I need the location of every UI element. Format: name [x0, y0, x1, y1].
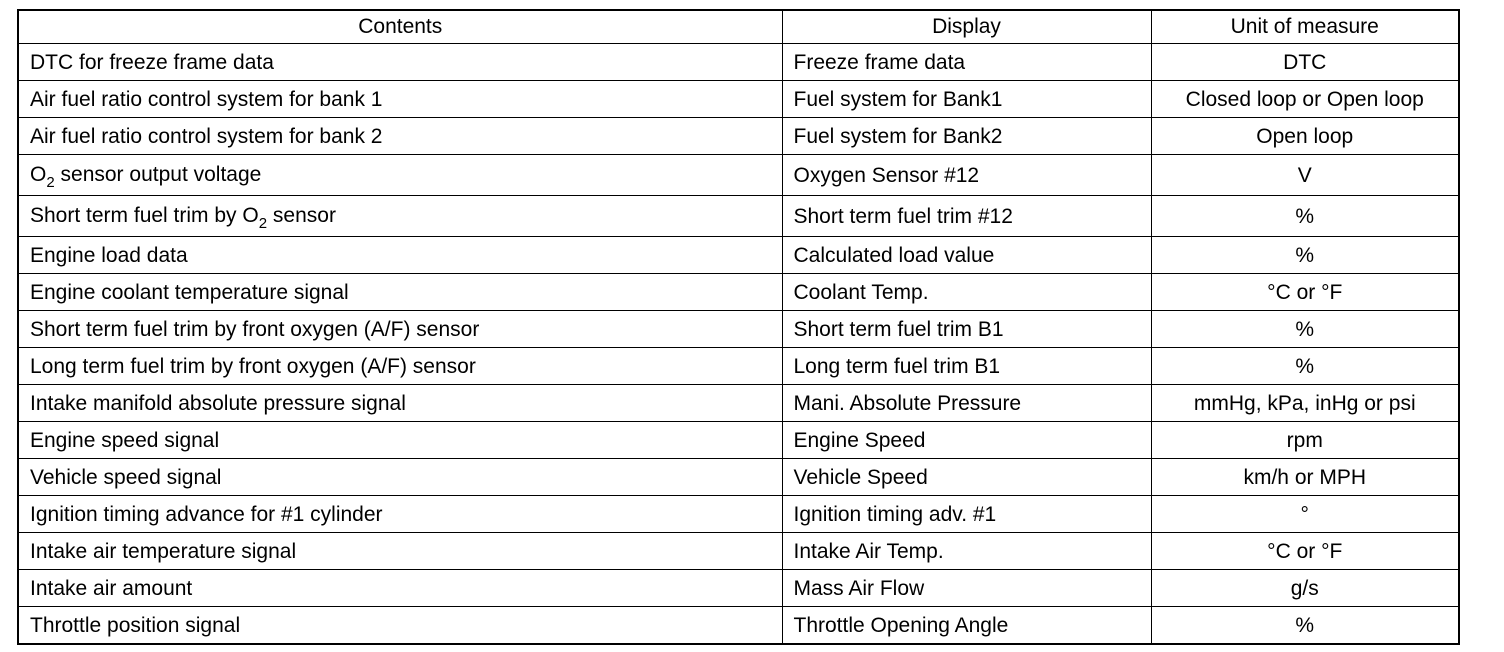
table-row [18, 348, 1459, 385]
table-row [18, 237, 1459, 274]
cell-unit: mmHg, kPa, inHg or psi [1151, 385, 1459, 422]
subscript: 2 [258, 215, 268, 232]
cell-display: Vehicle Speed [782, 459, 1151, 496]
cell-unit: rpm [1151, 422, 1459, 459]
cell-unit: Closed loop or Open loop [1151, 81, 1459, 118]
table-row [18, 155, 1459, 196]
table-row [18, 274, 1459, 311]
cell-contents [18, 155, 782, 196]
cell-display: Calculated load value [782, 237, 1151, 274]
table-row [18, 44, 1459, 81]
cell-display: Freeze frame data [782, 44, 1151, 81]
table-row [18, 570, 1459, 607]
cell-unit: % [1151, 311, 1459, 348]
cell-unit: % [1151, 607, 1459, 645]
cell-unit: DTC [1151, 44, 1459, 81]
cell-contents: Intake manifold absolute pressure signal [18, 385, 782, 422]
cell-unit: % [1151, 196, 1459, 237]
table-row [18, 607, 1459, 645]
table-row [18, 196, 1459, 237]
cell-contents: Short term fuel trim by front oxygen (A/F) sensor [18, 311, 782, 348]
table-row [18, 81, 1459, 118]
header-display: Display [782, 10, 1151, 44]
cell-unit: °C or °F [1151, 274, 1459, 311]
cell-contents: Air fuel ratio control system for bank 2 [18, 118, 782, 155]
cell-display: Fuel system for Bank1 [782, 81, 1151, 118]
cell-unit: g/s [1151, 570, 1459, 607]
cell-unit: °C or °F [1151, 533, 1459, 570]
cell-display: Coolant Temp. [782, 274, 1151, 311]
header-contents: Contents [18, 10, 782, 44]
table-row [18, 459, 1459, 496]
cell-contents: DTC for freeze frame data [18, 44, 782, 81]
cell-contents: Vehicle speed signal [18, 459, 782, 496]
table-row [18, 533, 1459, 570]
cell-display: Intake Air Temp. [782, 533, 1151, 570]
table-row [18, 385, 1459, 422]
contents-text: Short term fuel trim by O [30, 204, 259, 227]
cell-display: Fuel system for Bank2 [782, 118, 1151, 155]
cell-display: Engine Speed [782, 422, 1151, 459]
cell-unit: km/h or MPH [1151, 459, 1459, 496]
cell-display: Mass Air Flow [782, 570, 1151, 607]
cell-display: Throttle Opening Angle [782, 607, 1151, 645]
contents-text: sensor [267, 204, 336, 227]
header-unit: Unit of measure [1151, 10, 1459, 44]
cell-unit: % [1151, 348, 1459, 385]
table-row [18, 422, 1459, 459]
cell-display: Short term fuel trim #12 [782, 196, 1151, 237]
cell-contents: Throttle position signal [18, 607, 782, 645]
contents-text: O [30, 163, 47, 186]
cell-unit: V [1151, 155, 1459, 196]
cell-unit: ° [1151, 496, 1459, 533]
cell-display: Oxygen Sensor #12 [782, 155, 1151, 196]
contents-text: sensor output voltage [54, 163, 262, 186]
cell-contents [18, 196, 782, 237]
table-row [18, 311, 1459, 348]
cell-contents: Air fuel ratio control system for bank 1 [18, 81, 782, 118]
cell-display: Long term fuel trim B1 [782, 348, 1151, 385]
cell-display: Short term fuel trim B1 [782, 311, 1151, 348]
table-row [18, 496, 1459, 533]
cell-contents: Ignition timing advance for #1 cylinder [18, 496, 782, 533]
freeze-frame-table [17, 9, 1460, 645]
cell-contents: Engine speed signal [18, 422, 782, 459]
table-row [18, 118, 1459, 155]
cell-unit: Open loop [1151, 118, 1459, 155]
cell-contents: Intake air temperature signal [18, 533, 782, 570]
cell-contents: Long term fuel trim by front oxygen (A/F) sensor [18, 348, 782, 385]
cell-display: Ignition timing adv. #1 [782, 496, 1151, 533]
table-header-row [18, 10, 1459, 44]
cell-contents: Intake air amount [18, 570, 782, 607]
cell-display: Mani. Absolute Pressure [782, 385, 1151, 422]
subscript: 2 [46, 174, 55, 191]
cell-unit: % [1151, 237, 1459, 274]
cell-contents: Engine load data [18, 237, 782, 274]
cell-contents: Engine coolant temperature signal [18, 274, 782, 311]
